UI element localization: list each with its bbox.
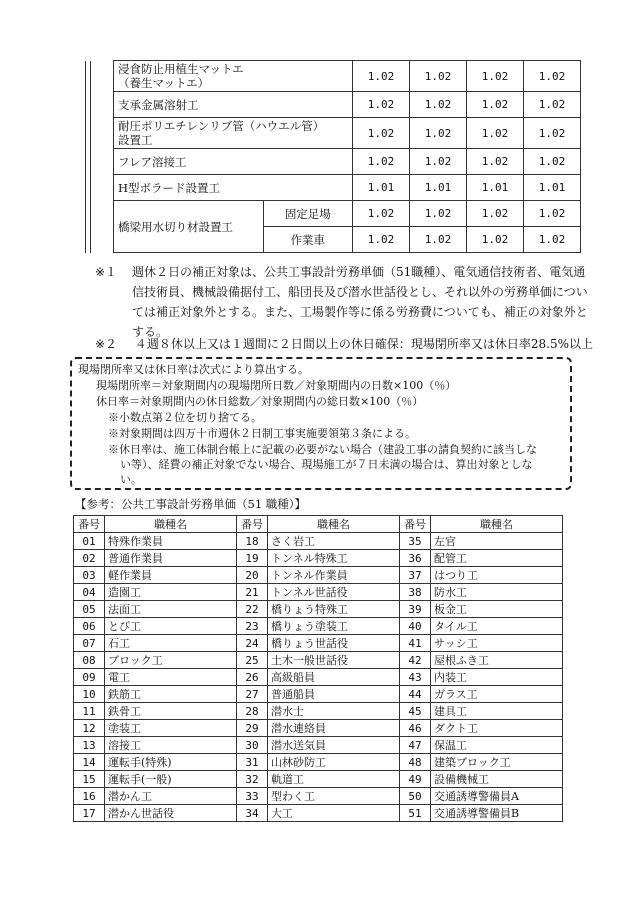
- formula-intro: 現場閉所率又は休日率は次式により算出する。: [78, 363, 309, 376]
- job-name: サッシ工: [431, 635, 563, 652]
- table-row: [74, 771, 563, 788]
- work-item-name: フレア溶接工: [114, 149, 353, 175]
- job-number: 45: [400, 703, 431, 720]
- job-name: 土木一般世話役: [268, 652, 400, 669]
- job-number: 25: [237, 652, 268, 669]
- job-number: 02: [74, 550, 105, 567]
- work-item-name: 耐圧ポリエチレンリブ管（ハウエル管） 設置工: [114, 118, 353, 149]
- job-number: 44: [400, 686, 431, 703]
- factor-value: 1.01: [410, 175, 467, 201]
- job-name: とび工: [105, 618, 237, 635]
- job-number: 26: [237, 669, 268, 686]
- factor-value: 1.02: [467, 227, 524, 253]
- table-row: [86, 175, 581, 201]
- factor-value: 1.02: [410, 92, 467, 118]
- header-no: 番号: [74, 516, 105, 533]
- job-name: 設備機械工: [431, 771, 563, 788]
- job-number: 43: [400, 669, 431, 686]
- job-name: 屋根ふき工: [431, 652, 563, 669]
- job-number: 12: [74, 720, 105, 737]
- job-name: タイル工: [431, 618, 563, 635]
- adjustment-factor-table: [85, 60, 581, 253]
- job-number: 17: [74, 805, 105, 822]
- job-name: 鉄筋工: [105, 686, 237, 703]
- table-row: [74, 754, 563, 771]
- job-number: 13: [74, 737, 105, 754]
- job-number: 47: [400, 737, 431, 754]
- job-name: 潜かん工: [105, 788, 237, 805]
- table-row: [74, 601, 563, 618]
- job-name: 鉄骨工: [105, 703, 237, 720]
- job-number: 27: [237, 686, 268, 703]
- note-2-text: ４週８休以上又は１週間に２日間以上の休日確保：現場閉所率又は休日率28.5%以上: [134, 337, 594, 351]
- labor-price-job-table: [73, 515, 563, 822]
- note-1-mark: ※１: [95, 265, 118, 279]
- job-name: 石工: [105, 635, 237, 652]
- job-number: 11: [74, 703, 105, 720]
- job-name: 配管工: [431, 550, 563, 567]
- factor-value: 1.02: [353, 118, 410, 149]
- table-row: [86, 149, 581, 175]
- table-row: [74, 737, 563, 754]
- factor-value: 1.02: [353, 149, 410, 175]
- table-row: [86, 92, 581, 118]
- job-number: 06: [74, 618, 105, 635]
- job-number: 37: [400, 567, 431, 584]
- job-name: 塗装工: [105, 720, 237, 737]
- job-number: 41: [400, 635, 431, 652]
- formula-note-rounding: ※小数点第２位を切り捨てる。: [108, 411, 262, 424]
- formula-closure-rate: 現場閉所率＝対象期間内の現場閉所日数／対象期間内の日数×100（％）: [96, 379, 457, 392]
- table-row: [74, 686, 563, 703]
- work-item-name: 橋梁用水切り材設置工: [114, 201, 264, 253]
- note-1-line: 週休２日の補正対象は、公共工事設計労務単価（51職種）、電気通信技術者、電気通: [132, 265, 586, 279]
- factor-value: 1.02: [353, 227, 410, 253]
- factor-value: 1.02: [524, 149, 581, 175]
- job-number: 31: [237, 754, 268, 771]
- job-name: はつり工: [431, 567, 563, 584]
- work-item-name: 浸食防止用植生マットエ （養生マットエ）: [114, 61, 353, 92]
- job-number: 34: [237, 805, 268, 822]
- job-name: 法面工: [105, 601, 237, 618]
- job-name: 造園工: [105, 584, 237, 601]
- job-name: 潜水連絡員: [268, 720, 400, 737]
- factor-value: 1.02: [410, 118, 467, 149]
- header-name: 職種名: [431, 516, 563, 533]
- factor-value: 1.01: [524, 175, 581, 201]
- job-number: 01: [74, 533, 105, 550]
- job-number: 23: [237, 618, 268, 635]
- job-number: 05: [74, 601, 105, 618]
- table-row: [74, 584, 563, 601]
- job-number: 30: [237, 737, 268, 754]
- factor-value: 1.02: [467, 201, 524, 227]
- factor-value: 1.02: [524, 118, 581, 149]
- job-name: 普通作業員: [105, 550, 237, 567]
- formula-note-holiday-2: い等）、経費の補正対象でない場合、現場施工が７日未満の場合は、算出対象としな: [120, 458, 533, 471]
- factor-value: 1.02: [467, 61, 524, 92]
- table-row: [74, 788, 563, 805]
- job-name: 型わく工: [268, 788, 400, 805]
- job-name: 橋りょう世話役: [268, 635, 400, 652]
- job-name: トンネル作業員: [268, 567, 400, 584]
- job-name: 板金工: [431, 601, 563, 618]
- job-name: 潜かん世話役: [105, 805, 237, 822]
- job-name: 軌道工: [268, 771, 400, 788]
- factor-value: 1.02: [353, 201, 410, 227]
- formula-holiday-rate: 休日率＝対象期間内の休日総数／対象期間内の総日数×100（％）: [96, 395, 424, 408]
- work-item-name: H型ボラード設置工: [114, 175, 353, 201]
- work-subitem-name: 固定足場: [263, 201, 352, 227]
- note-1-line: する。: [132, 325, 169, 339]
- job-number: 19: [237, 550, 268, 567]
- job-name: 高級船員: [268, 669, 400, 686]
- job-number: 20: [237, 567, 268, 584]
- job-number: 08: [74, 652, 105, 669]
- table-row: [74, 703, 563, 720]
- formula-note-holiday-3: い。: [120, 473, 142, 486]
- job-name: 交通誘導警備員A: [431, 788, 563, 805]
- job-name: 特殊作業員: [105, 533, 237, 550]
- formula-note-holiday-1: ※休日率は、施工体制台帳上に記載の必要がない場合（建設工事の請負契約に該当しな: [108, 443, 537, 456]
- table-row: [74, 720, 563, 737]
- work-subitem-name: 作業車: [263, 227, 352, 253]
- job-name: ダクト工: [431, 720, 563, 737]
- job-name: 山林砂防工: [268, 754, 400, 771]
- factor-value: 1.01: [353, 175, 410, 201]
- job-number: 04: [74, 584, 105, 601]
- job-name: 内装工: [431, 669, 563, 686]
- job-number: 33: [237, 788, 268, 805]
- table-row: [74, 533, 563, 550]
- job-name: 建具工: [431, 703, 563, 720]
- job-name: 電工: [105, 669, 237, 686]
- job-name: 溶接工: [105, 737, 237, 754]
- factor-value: 1.02: [467, 149, 524, 175]
- table-row: [74, 618, 563, 635]
- job-name: 橋りょう特殊工: [268, 601, 400, 618]
- job-number: 22: [237, 601, 268, 618]
- factor-value: 1.02: [524, 227, 581, 253]
- job-number: 16: [74, 788, 105, 805]
- factor-value: 1.02: [410, 227, 467, 253]
- table-row: [74, 550, 563, 567]
- job-name: 防水工: [431, 584, 563, 601]
- job-number: 39: [400, 601, 431, 618]
- job-number: 40: [400, 618, 431, 635]
- job-name: 普通船員: [268, 686, 400, 703]
- job-number: 48: [400, 754, 431, 771]
- note-2-mark: ※２: [95, 337, 118, 351]
- header-name: 職種名: [105, 516, 237, 533]
- table-row: [74, 652, 563, 669]
- job-name: 橋りょう塗装工: [268, 618, 400, 635]
- factor-value: 1.02: [353, 61, 410, 92]
- job-name: 交通誘導警備員B: [431, 805, 563, 822]
- factor-value: 1.02: [524, 201, 581, 227]
- factor-value: 1.02: [524, 61, 581, 92]
- factor-value: 1.02: [410, 61, 467, 92]
- job-number: 32: [237, 771, 268, 788]
- job-number: 38: [400, 584, 431, 601]
- table-row: [86, 61, 581, 92]
- job-number: 29: [237, 720, 268, 737]
- factor-value: 1.02: [467, 92, 524, 118]
- job-number: 42: [400, 652, 431, 669]
- job-name: 潜水士: [268, 703, 400, 720]
- factor-value: 1.02: [524, 92, 581, 118]
- job-number: 03: [74, 567, 105, 584]
- table-row: [74, 805, 563, 822]
- job-name: 保温工: [431, 737, 563, 754]
- job-number: 28: [237, 703, 268, 720]
- table-row: [86, 201, 581, 227]
- job-name: 左官: [431, 533, 563, 550]
- job-name: トンネル世話役: [268, 584, 400, 601]
- job-name: 運転手(一般): [105, 771, 237, 788]
- formula-note-period: ※対象期間は四万十市週休２日制工事実施要領第３条による。: [108, 427, 416, 440]
- table-header-row: [74, 516, 563, 533]
- header-no: 番号: [237, 516, 268, 533]
- job-number: 36: [400, 550, 431, 567]
- job-name: 大工: [268, 805, 400, 822]
- job-number: 21: [237, 584, 268, 601]
- job-number: 18: [237, 533, 268, 550]
- table-row: [86, 118, 581, 149]
- job-number: 09: [74, 669, 105, 686]
- factor-value: 1.02: [467, 118, 524, 149]
- job-name: 軽作業員: [105, 567, 237, 584]
- job-number: 46: [400, 720, 431, 737]
- note-1: [95, 262, 588, 342]
- job-number: 10: [74, 686, 105, 703]
- job-number: 51: [400, 805, 431, 822]
- job-number: 07: [74, 635, 105, 652]
- indent-cell: [91, 61, 114, 253]
- job-number: 15: [74, 771, 105, 788]
- job-name: さく岩工: [268, 533, 400, 550]
- table-row: [74, 635, 563, 652]
- job-name: 運転手(特殊): [105, 754, 237, 771]
- job-number: 49: [400, 771, 431, 788]
- job-number: 35: [400, 533, 431, 550]
- note-1-line: 信技術員、機械設備据付工、船団長及び潜水世話役とし、それ以外の労務単価につい: [132, 285, 588, 299]
- table-row: [74, 669, 563, 686]
- factor-value: 1.02: [410, 201, 467, 227]
- note-1-line: ては補正対象外とする。また、工場製作等に係る労務費についても、補正の対象外と: [132, 305, 588, 319]
- header-name: 職種名: [268, 516, 400, 533]
- factor-value: 1.02: [353, 92, 410, 118]
- job-number: 50: [400, 788, 431, 805]
- job-name: 潜水送気員: [268, 737, 400, 754]
- job-name: ガラス工: [431, 686, 563, 703]
- work-item-name: 支承金属溶射工: [114, 92, 353, 118]
- factor-value: 1.01: [467, 175, 524, 201]
- header-no: 番号: [400, 516, 431, 533]
- job-name: ブロック工: [105, 652, 237, 669]
- factor-value: 1.02: [410, 149, 467, 175]
- reference-title: 【参考：公共工事設計労務単価（51 職種）】: [75, 497, 307, 511]
- job-number: 14: [74, 754, 105, 771]
- note-2: [95, 334, 615, 354]
- job-name: 建築ブロック工: [431, 754, 563, 771]
- job-number: 24: [237, 635, 268, 652]
- table-row: [74, 567, 563, 584]
- job-name: トンネル特殊工: [268, 550, 400, 567]
